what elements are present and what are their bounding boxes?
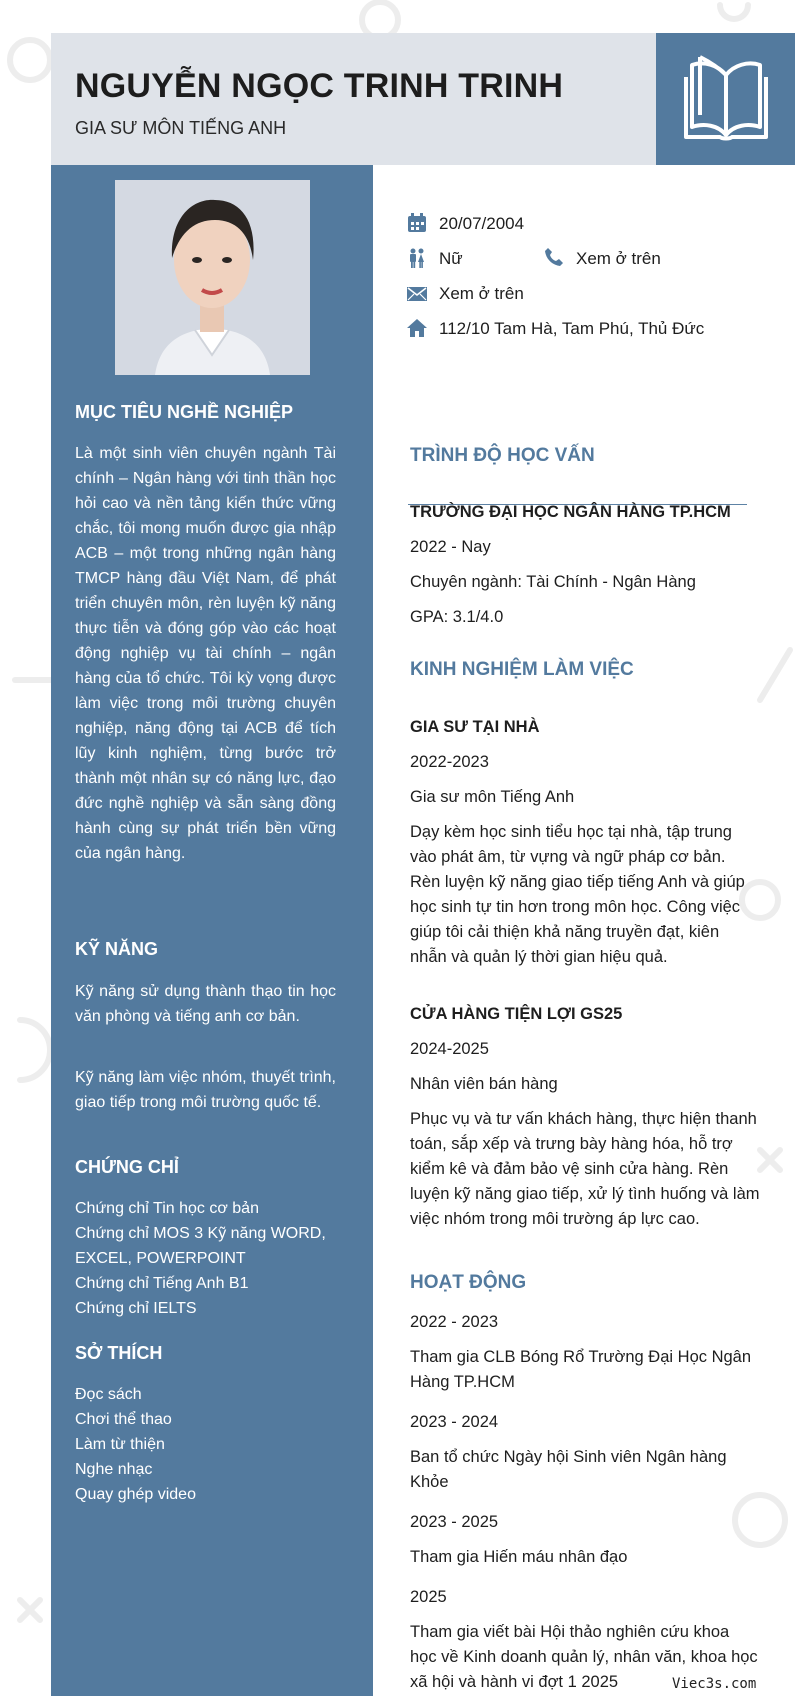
skill-item: Kỹ năng sử dụng thành thạo tin học văn phòng và tiếng anh cơ bản. [75,983,336,1025]
activity-description: Tham gia CLB Bóng Rổ Trường Đại Học Ngân Hàng TP.HCM [410,1348,752,1391]
hobbies-title: SỞ THÍCH [75,1343,163,1363]
phone-icon [544,247,564,267]
open-book-icon [678,53,774,145]
activity-period: 2022 - 2023 [410,1313,499,1331]
job-title: GIA SƯ MÔN TIẾNG ANH [75,118,287,138]
gender-icon [407,248,427,268]
home-icon [407,318,427,338]
activities-title: HOẠT ĐỘNG [410,1272,527,1293]
activity-period: 2025 [410,1588,447,1606]
education-gpa: GPA: 3.1/4.0 [410,608,504,626]
email-icon [407,284,427,304]
job-role: Nhân viên bán hàng [410,1075,558,1093]
job-period: 2022-2023 [410,753,489,771]
activity-description: Ban tổ chức Ngày hội Sinh viên Ngân hàng Khỏe [410,1448,727,1491]
skills-title: KỸ NĂNG [75,939,159,959]
cert-item: Chứng chỉ MOS 3 Kỹ năng WORD, EXCEL, POWERPOINT [75,1225,326,1267]
job-company: GIA SƯ TẠI NHÀ [410,718,540,736]
candidate-name: NGUYỄN NGỌC TRINH TRINH [75,67,564,105]
certs-title: CHỨNG CHỈ [75,1157,179,1177]
objective-title: MỤC TIÊU NGHỀ NGHIỆP [75,402,294,422]
job-description: Phục vụ và tư vấn khách hàng, thực hiện thanh toán, sắp xếp và trưng bày hàng hóa, hỗ trợ kiểm kê và đảm bảo vệ sinh cửa hàng. Rèn luyện kỹ năng giao tiếp, xử lý tình huống và làm việc nhóm trong môi trường áp lực cao. [410,1110,760,1228]
objective-text: Là một sinh viên chuyên ngành Tài chính – Ngân hàng với tinh thần học hỏi cao và nền tảng kiến thức vững chắc, tôi mong muốn được gia nhập ACB – một trong những ngân hàng TMCP hàng đầu Việt Nam, để phát triển chuyên môn, rèn luyện kỹ năng thực tiễn và đóng góp vào các hoạt động nghiệp vụ tài chính – ngân hàng của tổ chức. Tôi kỳ vọng được làm việc trong môi trường chuyên nghiệp, năng động tại ACB để tích lũy kinh nghiệm, từng bước trở thành một nhân sự có năng lực, đạo đức nghề nghiệp và sẵn sàng đồng hành cùng sự phát triển bền vững của ngân hàng. [75,445,336,862]
education-major: Chuyên ngành: Tài Chính - Ngân Hàng [410,573,696,591]
cert-item: Chứng chỉ Tiếng Anh B1 [75,1275,249,1292]
job-period: 2024-2025 [410,1040,489,1058]
birthday: 20/07/2004 [439,214,525,233]
activity-period: 2023 - 2024 [410,1413,499,1431]
activity-description: Tham gia viết bài Hội thảo nghiên cứu khoa học về Kinh doanh quản lý, nhân văn, khoa học xã hội và hành vi đợt 1 2025 [410,1623,758,1691]
gender: Nữ [439,249,463,268]
hobbies-list [75,1382,340,1507]
hobby-item: Làm từ thiện [75,1436,165,1453]
hobby-item: Chơi thể thao [75,1411,172,1428]
activity-period: 2023 - 2025 [410,1513,499,1531]
education-title: TRÌNH ĐỘ HỌC VẤN [410,445,595,466]
activity-description: Tham gia Hiến máu nhân đạo [410,1548,628,1566]
hobby-item: Nghe nhạc [75,1461,153,1478]
main-column [373,165,795,1696]
cert-item: Chứng chỉ IELTS [75,1300,197,1317]
job-role: Gia sư môn Tiếng Anh [410,788,575,806]
school-name: TRƯỜNG ĐẠI HỌC NGÂN HÀNG TP.HCM [410,503,731,521]
calendar-icon [407,213,427,233]
logo-box [656,33,795,165]
address: 112/10 Tam Hà, Tam Phú, Thủ Đức [439,319,705,338]
resume-page [51,33,795,1696]
email: Xem ở trên [439,284,524,303]
watermark: Viec3s.com [672,1676,757,1692]
skill-item: Kỹ năng làm việc nhóm, thuyết trình, giao tiếp trong môi trường quốc tế. [75,1069,336,1111]
experience-title: KINH NGHIỆM LÀM VIỆC [410,659,634,680]
phone: Xem ở trên [576,249,661,268]
job-company: CỬA HÀNG TIỆN LỢI GS25 [410,1005,623,1023]
education-period: 2022 - Nay [410,538,491,556]
hobby-item: Quay ghép video [75,1486,196,1503]
job-description: Dạy kèm học sinh tiểu học tại nhà, tập trung vào phát âm, từ vựng và ngữ pháp cơ bản. Rèn luyện kỹ năng giao tiếp tiếng Anh và giúp học sinh tự tin hơn trong môn học. Công việc giúp tôi cải thiện khả năng truyền đạt, kiên nhẫn và quản lý thời gian hiệu quả. [410,823,745,966]
certs-list [75,1196,340,1321]
cert-item: Chứng chỉ Tin học cơ bản [75,1200,259,1217]
header [51,33,795,165]
profile-photo [115,180,310,375]
hobby-item: Đọc sách [75,1386,142,1403]
